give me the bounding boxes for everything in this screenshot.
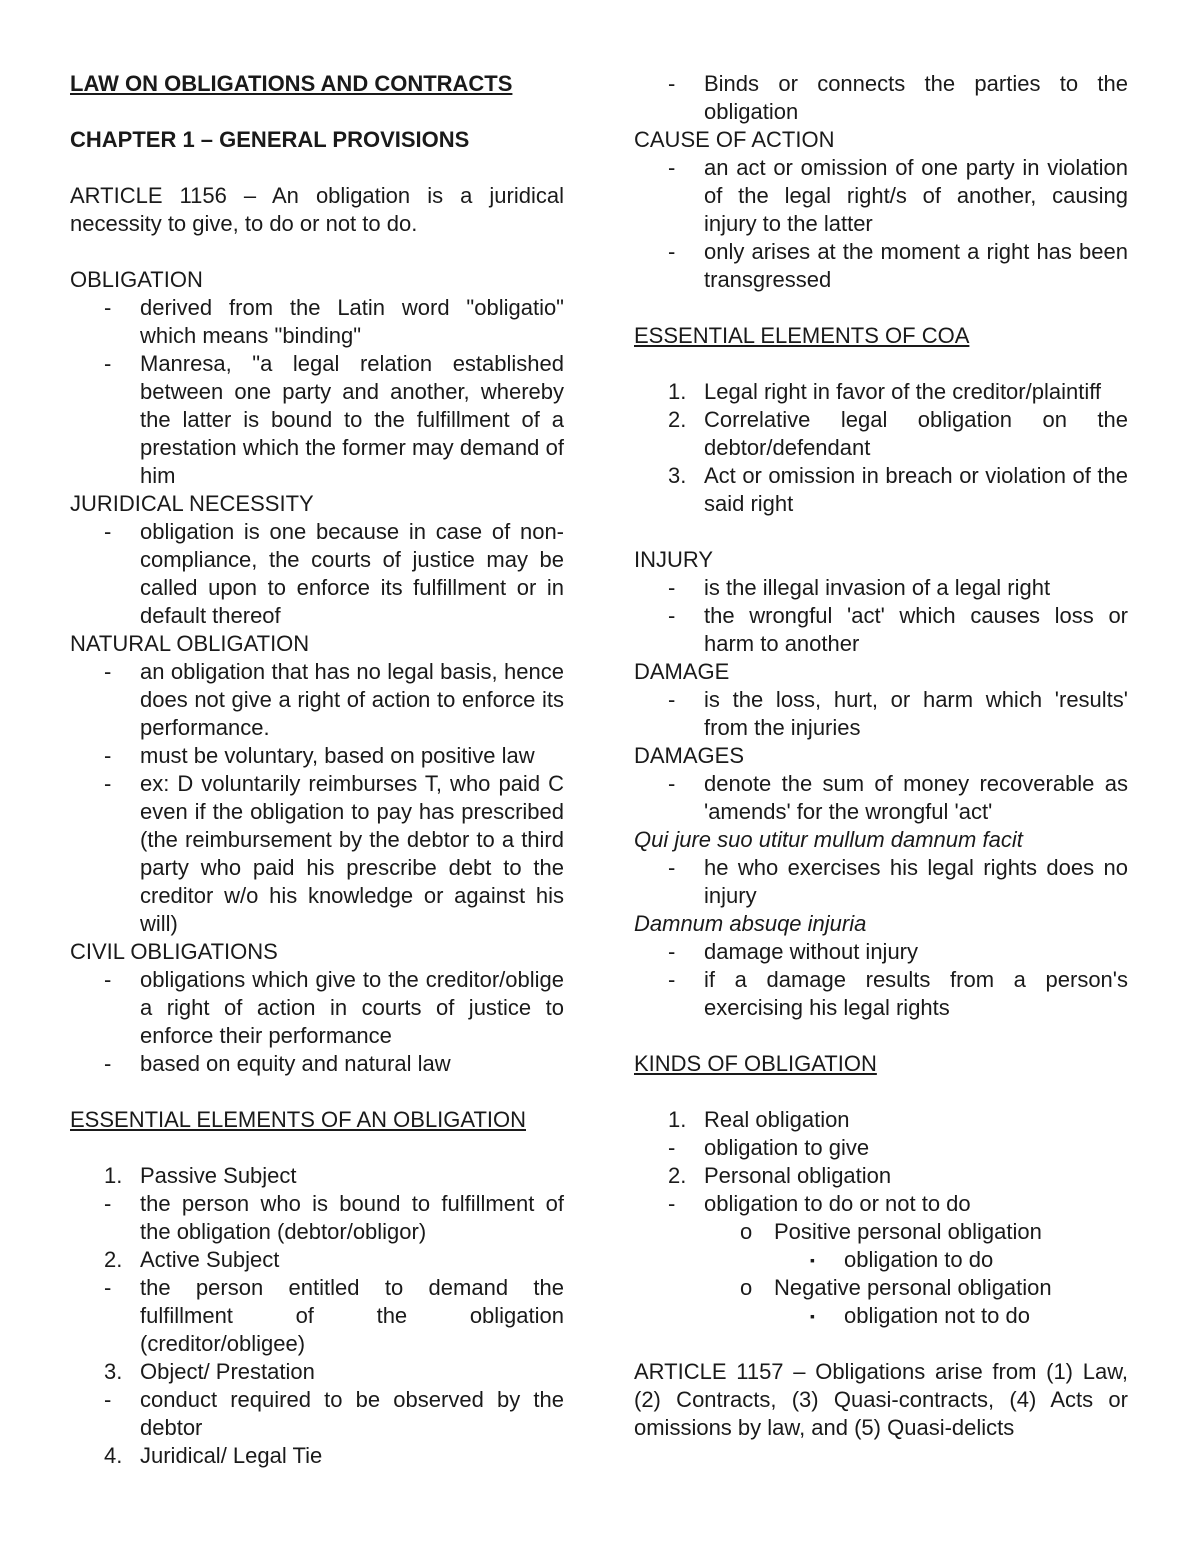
o-bullet: o <box>740 1219 753 1244</box>
dash-bullet: - <box>668 855 676 880</box>
left-column <box>70 70 564 1470</box>
list-item: - an obligation that has no legal basis, hence does not give a right of action to enforce its performance. <box>104 659 564 740</box>
numbered-item: 1. Passive Subject <box>104 1163 297 1188</box>
square-bullet: ▪ <box>810 1252 815 1268</box>
right-column <box>634 70 1128 1442</box>
article-1156: ARTICLE 1156 – An obligation is a juridical necessity to give, to do or not to do. <box>70 183 564 236</box>
dash-bullet: - <box>104 743 112 768</box>
dash-bullet: - <box>668 575 676 600</box>
dash-bullet: - <box>104 519 112 544</box>
dash-bullet: - <box>668 771 676 796</box>
list-item: - obligations which give to the creditor/oblige a right of action in courts of justice to enforce their performance <box>104 967 564 1048</box>
numbered-item: 3. Act or omission in breach or violation of the said right <box>668 463 1128 516</box>
list-item: - only arises at the moment a right has been transgressed <box>668 239 1128 292</box>
list-item: - Binds or connects the parties to the obligation <box>668 71 1128 124</box>
sub-sub-item: ▪ obligation not to do <box>810 1303 1030 1328</box>
document-title: LAW ON OBLIGATIONS AND CONTRACTS <box>70 71 513 96</box>
dash-bullet: - <box>104 1387 112 1412</box>
list-item: - is the illegal invasion of a legal right <box>668 575 1051 600</box>
dash-bullet: - <box>668 687 676 712</box>
list-item: - an act or omission of one party in violation of the legal right/s of another, causing injury to the latter <box>668 155 1128 236</box>
dash-bullet: - <box>104 351 112 376</box>
dash-bullet: - <box>668 155 676 180</box>
dash-bullet: - <box>668 239 676 264</box>
term-qui-jure: Qui jure suo utitur mullum damnum facit <box>634 827 1023 852</box>
list-item: - derived from the Latin word "obligatio" which means "binding" <box>104 295 564 348</box>
term-injury: INJURY <box>634 547 714 572</box>
chapter-heading: CHAPTER 1 – GENERAL PROVISIONS <box>70 127 470 152</box>
term-civil-obligations: CIVIL OBLIGATIONS <box>70 939 278 964</box>
dash-bullet: - <box>104 771 112 796</box>
term-damages: DAMAGES <box>634 743 745 768</box>
dash-bullet: - <box>104 1191 112 1216</box>
list-item: - is the loss, hurt, or harm which 'results' from the injuries <box>668 687 1128 740</box>
dash-bullet: - <box>668 603 676 628</box>
dash-bullet: - <box>668 967 676 992</box>
section-heading-kinds-of-obligation: KINDS OF OBLIGATION <box>634 1051 877 1076</box>
dash-bullet: - <box>668 1191 676 1216</box>
section-heading-essential-elements: ESSENTIAL ELEMENTS OF AN OBLIGATION <box>70 1107 526 1132</box>
dash-bullet: - <box>668 71 676 96</box>
sub-sub-item: ▪ obligation to do <box>810 1247 994 1272</box>
numbered-item: 2. Personal obligation <box>668 1163 892 1188</box>
list-item: - obligation to give <box>668 1135 870 1160</box>
dash-bullet: - <box>104 1275 112 1300</box>
term-juridical-necessity: JURIDICAL NECESSITY <box>70 491 314 516</box>
list-item: - damage without injury <box>668 939 919 964</box>
term-damnum-absque-injuria: Damnum absuqe injuria <box>634 911 867 936</box>
list-item: - denote the sum of money recoverable as 'amends' for the wrongful 'act' <box>668 771 1128 824</box>
dash-bullet: - <box>104 659 112 684</box>
numbered-item: 2. Active Subject <box>104 1247 280 1272</box>
list-item: - conduct required to be observed by the debtor <box>104 1387 564 1440</box>
square-bullet: ▪ <box>810 1308 815 1324</box>
numbered-item: 1. Legal right in favor of the creditor/plaintiff <box>668 379 1102 404</box>
list-item: - must be voluntary, based on positive law <box>104 743 535 768</box>
dash-bullet: - <box>104 295 112 320</box>
list-item: - obligation to do or not to do <box>668 1191 971 1216</box>
article-1157: ARTICLE 1157 – Obligations arise from (1) Law, (2) Contracts, (3) Quasi-contracts, (4) Acts or omissions by law, and (5) Quasi-delicts <box>634 1359 1128 1440</box>
term-natural-obligation: NATURAL OBLIGATION <box>70 631 310 656</box>
dash-bullet: - <box>104 967 112 992</box>
list-item: - the person who is bound to fulfillment of the obligation (debtor/obligor) <box>104 1191 564 1244</box>
section-heading-essential-elements-coa: ESSENTIAL ELEMENTS OF COA <box>634 323 970 348</box>
numbered-item: 2. Correlative legal obligation on the debtor/defendant <box>668 407 1128 460</box>
numbered-item: 1. Real obligation <box>668 1107 850 1132</box>
dash-bullet: - <box>104 1051 112 1076</box>
list-item: - based on equity and natural law <box>104 1051 451 1076</box>
list-item: - the wrongful 'act' which causes loss or harm to another <box>668 603 1128 656</box>
dash-bullet: - <box>668 939 676 964</box>
list-item: - Manresa, "a legal relation established between one party and another, whereby the latter is bound to the fulfillment of a prestation which the former may demand of him <box>104 351 564 488</box>
sub-item: o Negative personal obligation <box>740 1275 1052 1300</box>
numbered-item: 3. Object/ Prestation <box>104 1359 315 1384</box>
numbered-item: 4. Juridical/ Legal Tie <box>104 1443 323 1468</box>
term-obligation: OBLIGATION <box>70 267 203 292</box>
list-item: - ex: D voluntarily reimburses T, who paid C even if the obligation to pay has prescribed (the reimbursement by the debtor to a third party who paid his prescribe debt to the creditor w/o his knowledge or against his will) <box>104 771 564 936</box>
term-cause-of-action: CAUSE OF ACTION <box>634 127 835 152</box>
list-item: - he who exercises his legal rights does no injury <box>668 855 1128 908</box>
dash-bullet: - <box>668 1135 676 1160</box>
o-bullet: o <box>740 1275 753 1300</box>
list-item: - the person entitled to demand the fulfillment of the obligation (creditor/obligee) <box>104 1275 564 1356</box>
list-item: - if a damage results from a person's exercising his legal rights <box>668 967 1128 1020</box>
term-damage: DAMAGE <box>634 659 730 684</box>
list-item: - obligation is one because in case of non-compliance, the courts of justice may be called upon to enforce its fulfillment or in default thereof <box>104 519 564 628</box>
sub-item: o Positive personal obligation <box>740 1219 1042 1244</box>
